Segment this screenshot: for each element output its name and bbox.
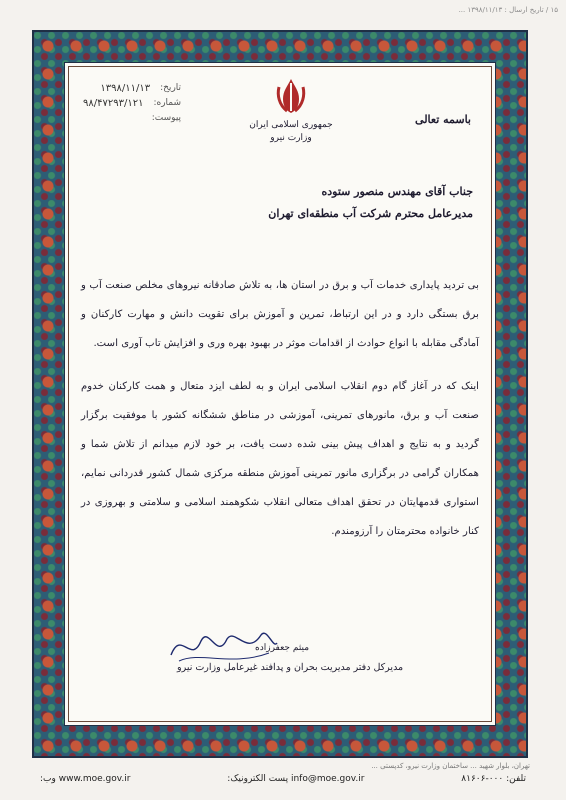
number-label: شماره:	[153, 98, 182, 108]
bismillah: باسمه تعالی	[415, 113, 471, 126]
emblem-caption	[235, 119, 347, 145]
addressee-title: مدیرعامل محترم شرکت آب منطقه‌ای تهران	[268, 207, 473, 220]
date-label: تاریخ:	[160, 83, 182, 93]
page-top-note: ۱۵ / تاریخ ارسال : ۱۳۹۸/۱۱/۱۳ ...	[458, 6, 558, 14]
footer-phone: تلفن: ۰۰۰-۸۱۶۰۶	[461, 774, 526, 784]
decorative-border	[32, 30, 528, 758]
number-value: ۹۸/۴۷۲۹۳/۱۲۱	[83, 98, 144, 109]
footer-address: تهران، بلوار شهید ... ساختمان وزارت نیرو، کدپستی ...	[371, 762, 530, 770]
addressee-name: جناب آقای مهندس منصور ستوده	[321, 185, 473, 198]
addressee-block	[268, 181, 473, 225]
attachment-label: پیوست:	[151, 113, 182, 123]
letter-header-meta	[83, 81, 181, 126]
footer-email: info@moe.gov.ir پست الکترونیک:	[227, 774, 365, 784]
iran-emblem-icon	[273, 77, 309, 115]
signatory-name: میثم جعفرزاده	[255, 643, 310, 653]
body-paragraph-2: اینک که در آغاز گام دوم انقلاب اسلامی ایران و به لطف ایزد متعال و همت کارکنان خدوم صنعت آب و برق، مانورهای تمرینی، آموزشی در مناطق ششگانه کشور با موفقیت برگزار گردید و به نتایج و اهداف پیش بینی شده دست یافت، بر خود لازم میدانم از تلاش شما و همکاران گرامی در برگزاری مانور تمرینی آموزش منطقه مرکزی شمال کشور قدردانی نمایم، استواری قدمهایتان در تحقق اهداف متعالی انقلاب شکوهمند اسلامی و سلامتی و بهروزی در کنار خانواده محترمتان را آرزومندم.	[81, 381, 479, 537]
body-paragraph-1: بی تردید پایداری خدمات آب و برق در استان ها، به تلاش صادقانه نیروهای مخلص صنعت آب و برق بستگی دارد و در این ارتباط، تمرین و آموزش برای تقویت دانش و مهارت کارکنان و آمادگی مقابله با انواع حوادث از اقدامات موثر در بهبود بهره وری و افزایش تاب آوری است.	[81, 280, 479, 349]
footer-web: www.moe.gov.ir وب:	[40, 774, 131, 784]
ministry-name: وزارت نیرو	[270, 133, 312, 143]
date-value: ۱۳۹۸/۱۱/۱۳	[100, 83, 151, 94]
country-name: جمهوری اسلامی ایران	[249, 120, 333, 130]
signatory-title: مدیرکل دفتر مدیریت بحران و پدافند غیرعامل وزارت نیرو	[177, 662, 404, 673]
letter-paper	[64, 62, 496, 726]
letter-body	[81, 271, 479, 560]
letter-footer	[40, 774, 526, 784]
